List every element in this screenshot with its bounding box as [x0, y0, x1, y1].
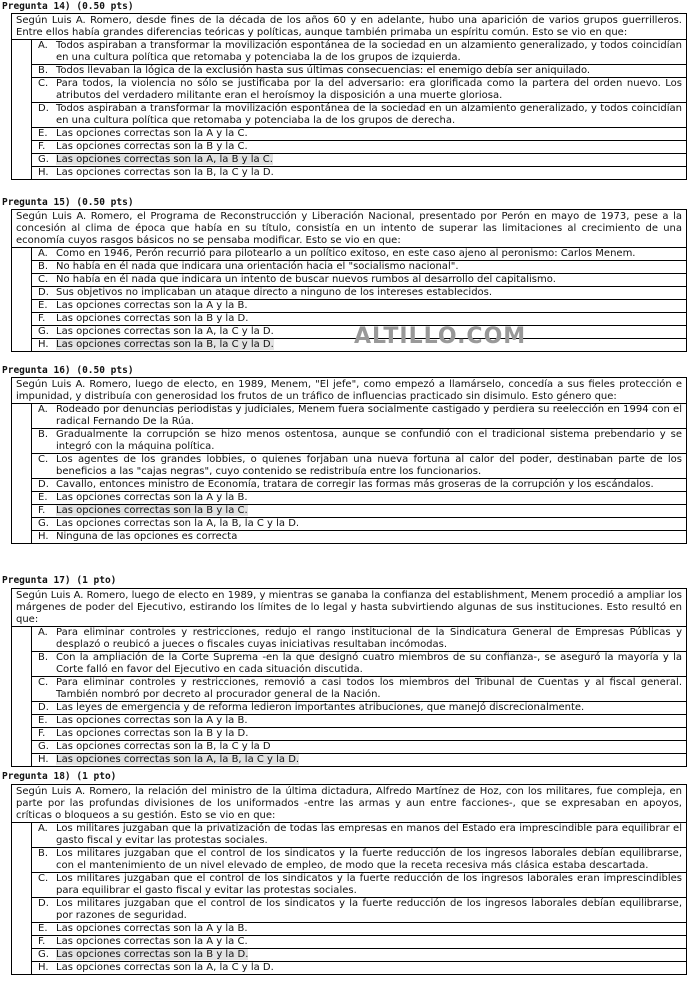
option-text — [54, 949, 686, 961]
answer-option[interactable] — [31, 728, 686, 741]
option-letter: F. — [38, 728, 46, 739]
option-text: Como en 1946, Perón recurrió para pilotearlo a un político exitoso, en este caso ajeno al peronismo: Carlos Menem. — [56, 248, 636, 259]
option-text: Los militares juzgaban que la privatización de todas las empresas en manos del Estado era imprescindible para equilibrar el gasto fiscal y evitar las protestas sociales. — [56, 823, 682, 846]
option-letter: G. — [38, 949, 49, 960]
question-header: Pregunta 18) (1 pto) — [2, 771, 117, 782]
option-text: Las opciones correctas son la B y la C. — [56, 141, 248, 152]
option-text: Todos aspiraban a transformar la movilización espontánea de la sociedad en un alzamiento generalizado, y todos coincidían en una cultura política que retomaba y potenciaba la de los grupos de derecha. — [56, 103, 682, 126]
question-header: Pregunta 14) (0.50 pts) — [2, 1, 134, 12]
highlighted-answer: Las opciones correctas son la B y la C. — [56, 505, 248, 516]
option-letter: B. — [38, 261, 49, 272]
option-text: Las opciones correctas son la B, la C y la D. — [56, 167, 274, 178]
option-text: Con la ampliación de la Corte Suprema -en la que designó cuatro miembros de su confianza-, se aseguró la mayoría y la Corte falló en favor del Ejecutivo en cada situación discutida. — [56, 652, 682, 675]
question-stem: Según Luis A. Romero, desde fines de la década de los años 60 y en adelante, hubo una aparición de varios grupos guerrilleros. Entre ellos había grandes diferencias teóricas y políticas, aunque también primaba un espíritu común. Esto se vio en que: — [12, 14, 686, 40]
answer-option[interactable] — [31, 923, 686, 936]
question-box — [11, 588, 687, 767]
option-text: Las opciones correctas son la A, la B, la C y la D. — [56, 518, 300, 529]
answer-option[interactable] — [31, 40, 686, 65]
answer-option[interactable] — [31, 518, 686, 531]
answer-option[interactable] — [31, 754, 686, 766]
question-box — [11, 209, 687, 352]
answer-option[interactable] — [31, 404, 686, 429]
option-text — [54, 505, 686, 517]
answer-option[interactable] — [31, 65, 686, 78]
answer-option[interactable] — [31, 627, 686, 652]
answer-option[interactable] — [31, 274, 686, 287]
option-text: Las opciones correctas son la A y la C. — [56, 128, 248, 139]
option-text: Las opciones correctas son la A y la C. — [56, 936, 248, 947]
answer-option[interactable] — [31, 287, 686, 300]
answer-option[interactable] — [31, 823, 686, 848]
option-letter: D. — [38, 287, 49, 298]
option-text: Todos llevaban la lógica de la exclusión hasta sus últimas consecuencias: el enemigo debía ser aniquilado. — [56, 65, 591, 76]
answer-option[interactable] — [31, 248, 686, 261]
option-text: Para eliminar controles y restricciones, redujo el rango institucional de la Sindicatura General de Empresas Públicas y desplazó o reubicó a jueces o fiscales cuyas iniciativas resultaban incómodas. — [56, 627, 682, 650]
option-letter: E. — [38, 300, 48, 311]
option-letter: C. — [38, 454, 49, 465]
question-stem: Según Luis A. Romero, el Programa de Reconstrucción y Liberación Nacional, presentado por Perón en mayo de 1973, pese a la concesión al clima de época que había en su título, consistía en un intento de superar las limitaciones al crecimiento de una economía cuyos rasgos básicos no se pensaba modificar. Esto se vio en que: — [12, 210, 686, 248]
option-letter: G. — [38, 326, 49, 337]
highlighted-answer: Las opciones correctas son la A, la B y la C. — [56, 154, 273, 165]
option-text: Ninguna de las opciones es correcta — [56, 531, 238, 542]
question-stem: Según Luis A. Romero, luego de electo, en 1989, Menem, "El jefe", como empezó a llamárselo, concedía a sus fieles protección e impunidad, y distribuía con generosidad los frutos de un tráfico de influencias practicado sin disimulo. Esto género que: — [12, 378, 686, 404]
option-letter: H. — [38, 167, 49, 178]
answer-option[interactable] — [31, 167, 686, 179]
option-text: Las opciones correctas son la B y la D. — [56, 728, 249, 739]
option-letter: C. — [38, 873, 49, 884]
question-header: Pregunta 15) (0.50 pts) — [2, 197, 134, 208]
option-letter: E. — [38, 492, 48, 503]
answer-option[interactable] — [31, 492, 686, 505]
option-letter: A. — [38, 40, 48, 51]
option-text: Para eliminar controles y restricciones, removió a casi todos los miembros del Tribunal de Cuentas y al fiscal general. También nombró por decreto al procurador general de la Nación. — [56, 677, 682, 700]
option-text: Los militares juzgaban que el control de los sindicatos y la fuerte reducción de los ingresos laborales eran imprescindibles para equilibrar el gasto fiscal y evitar las protestas sociales. — [56, 873, 682, 896]
answer-option[interactable] — [31, 936, 686, 949]
option-letter: B. — [38, 65, 49, 76]
option-text: No había en él nada que indicara un intento de buscar nuevos rumbos al desarrollo del capitalismo. — [56, 274, 556, 285]
answer-option[interactable] — [31, 300, 686, 313]
option-text: Las opciones correctas son la A, la C y la D. — [56, 326, 274, 337]
option-text: Rodeado por denuncias periodistas y judiciales, Menem fuera socialmente castigado y perdiera su reelección en 1994 con el radical Fernando De la Rúa. — [56, 404, 682, 427]
option-letter: A. — [38, 404, 48, 415]
highlighted-answer: Las opciones correctas son la A, la B, la C y la D. — [56, 754, 300, 765]
answer-option[interactable] — [31, 78, 686, 103]
option-letter: C. — [38, 78, 49, 89]
question-header: Pregunta 16) (0.50 pts) — [2, 365, 134, 376]
question-stem: Según Luis A. Romero, la relación del ministro de la última dictadura, Alfredo Martínez de Hoz, con los militares, fue compleja, en parte por las profundas divisiones de los uniformados -entre las armas y aun entre facciones-, que se expresaban en apoyos, críticas o bloqueos a su gestión. Esto se vio en que: — [12, 785, 686, 823]
option-text: Las opciones correctas son la B y la D. — [56, 313, 249, 324]
option-letter: F. — [38, 505, 46, 516]
answer-option[interactable] — [31, 479, 686, 492]
watermark: ALTILLO.COM — [354, 324, 527, 349]
option-letter: A. — [38, 248, 48, 259]
option-letter: D. — [38, 479, 49, 490]
answer-option[interactable] — [31, 505, 686, 518]
option-letter: H. — [38, 339, 49, 350]
option-letter: E. — [38, 128, 48, 139]
answer-option[interactable] — [31, 741, 686, 754]
answer-option[interactable] — [31, 454, 686, 479]
option-letter: H. — [38, 754, 49, 765]
question-stem: Según Luis A. Romero, luego de electo en 1989, y mientras se ganaba la confianza del establishment, Menem procedió a ampliar los márgenes de poder del Ejecutivo, estirando los límites de lo legal y hasta subvirtiendo algunas de sus instituciones. Esto resultó en que: — [12, 589, 686, 627]
option-text: No había en él nada que indicara una orientación hacia el "socialismo nacional". — [56, 261, 459, 272]
option-text: Sus objetivos no implicaban un ataque directo a ninguno de los intereses establecidos. — [56, 287, 493, 298]
option-text: Las opciones correctas son la A y la B. — [56, 715, 248, 726]
option-letter: C. — [38, 274, 49, 285]
option-letter: H. — [38, 962, 49, 973]
option-letter: H. — [38, 531, 49, 542]
highlighted-answer: Las opciones correctas son la B y la D. — [56, 949, 249, 960]
answer-option[interactable] — [31, 261, 686, 274]
option-text: Gradualmente la corrupción se hizo menos ostentosa, aunque se confundió con el tradicional sistema prebendario y se integró con la máquina política. — [56, 429, 682, 452]
option-text: Las opciones correctas son la A y la B. — [56, 300, 248, 311]
option-text: Las opciones correctas son la B, la C y la D — [56, 741, 271, 752]
option-text: Los agentes de los grandes lobbies, o quienes forjaban una nueva fortuna al calor del poder, destinaban parte de los beneficios a las "cajas negras", cuyo contenido se redistribuía entre los funcionarios. — [56, 454, 682, 477]
option-text: Las opciones correctas son la A, la C y la D. — [56, 962, 274, 973]
question-box — [11, 784, 687, 975]
answer-option[interactable] — [31, 702, 686, 715]
option-letter: C. — [38, 677, 49, 688]
option-text: Las opciones correctas son la A y la B. — [56, 923, 248, 934]
answer-option[interactable] — [31, 154, 686, 167]
option-letter: F. — [38, 936, 46, 947]
option-letter: F. — [38, 141, 46, 152]
option-text: Las leyes de emergencia y de reforma ledieron importantes atribuciones, que manejó discrecionalmente. — [56, 702, 585, 713]
answer-option[interactable] — [31, 715, 686, 728]
option-letter: D. — [38, 702, 49, 713]
option-text: Las opciones correctas son la A y la B. — [56, 492, 248, 503]
question-box — [11, 13, 687, 180]
option-text: Los militares juzgaban que el control de los sindicatos y la fuerte reducción de los ingresos laborales debían equilibrarse, con el mantenimiento de un nivel elevado de empleo, de modo que la receta recesiva más clásica estaba descartada. — [56, 848, 682, 871]
answer-option[interactable] — [31, 652, 686, 677]
option-letter: E. — [38, 923, 48, 934]
answer-option[interactable] — [31, 677, 686, 702]
option-text — [54, 754, 686, 766]
answer-option[interactable] — [31, 128, 686, 141]
answer-option[interactable] — [31, 962, 686, 974]
answer-option[interactable] — [31, 141, 686, 154]
highlighted-answer: Las opciones correctas son la B, la C y la D. — [56, 339, 274, 350]
question-box — [11, 377, 687, 544]
answer-option[interactable] — [31, 429, 686, 454]
option-text: Los militares juzgaban que el control de los sindicatos y la fuerte reducción de los ingresos laborales debían equilibrarse, por razones de seguridad. — [56, 898, 682, 921]
option-letter: D. — [38, 898, 49, 909]
option-text: Todos aspiraban a transformar la movilización espontánea de la sociedad en un alzamiento generalizado, y todos coincidían en una cultura política que retomaba y potenciaba la de los grupos de izquierda. — [56, 40, 682, 63]
option-letter: A. — [38, 823, 48, 834]
option-letter: B. — [38, 848, 49, 859]
answer-option[interactable] — [31, 103, 686, 128]
option-letter: B. — [38, 652, 49, 663]
answer-option[interactable] — [31, 873, 686, 898]
option-text: Cavallo, entonces ministro de Economía, tratara de corregir las formas más groseras de la corrupción y los escándalos. — [56, 479, 654, 490]
option-letter: E. — [38, 715, 48, 726]
option-letter: A. — [38, 627, 48, 638]
option-text — [54, 154, 686, 166]
option-letter: G. — [38, 518, 49, 529]
option-letter: F. — [38, 313, 46, 324]
option-letter: B. — [38, 429, 49, 440]
option-text: Para todos, la violencia no sólo se justificaba por la del adversario: era glorificada como la partera del orden nuevo. Los atributos del verdadero militante eran el heroísmoy la disposición a una muerte gloriosa. — [56, 78, 682, 101]
option-letter: G. — [38, 741, 49, 752]
question-header: Pregunta 17) (1 pto) — [2, 575, 117, 586]
option-letter: D. — [38, 103, 49, 114]
option-letter: G. — [38, 154, 49, 165]
answer-option[interactable] — [31, 848, 686, 873]
answer-option[interactable] — [31, 898, 686, 923]
answer-option[interactable] — [31, 949, 686, 962]
answer-option[interactable] — [31, 531, 686, 543]
